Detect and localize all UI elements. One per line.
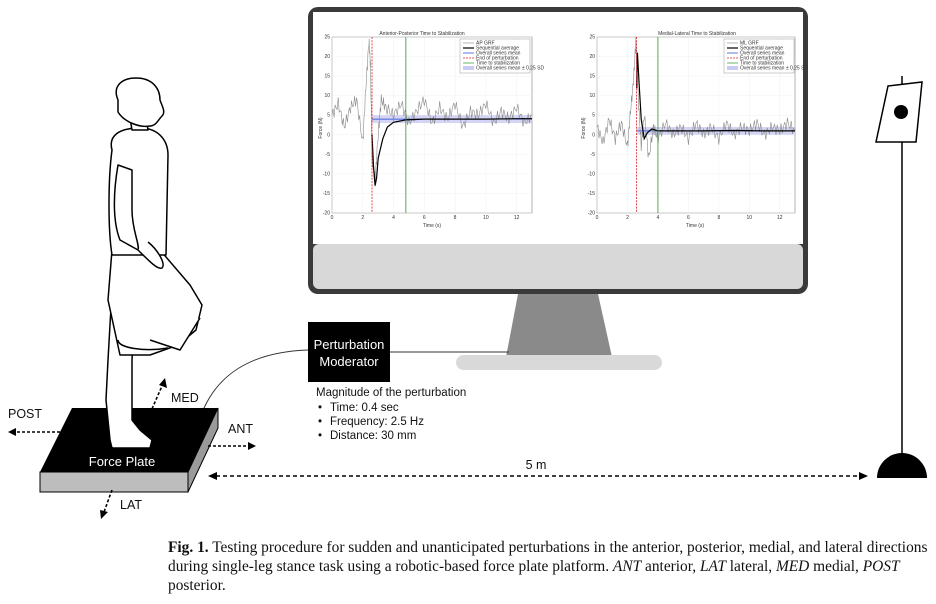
ml-chart: [581, 31, 808, 229]
caption-med-abbr: MED: [775, 558, 810, 575]
caption-ant-text: anterior,: [645, 558, 697, 575]
lat-label: LAT: [120, 498, 142, 512]
ml-ytick-label: 10: [589, 93, 595, 100]
perturbation-magnitude-title: Magnitude of the perturbation: [316, 387, 467, 399]
ml-ytick-label: 25: [589, 34, 595, 41]
caption-ant-abbr: ANT: [612, 558, 642, 575]
ml-xtick-label: 12: [776, 215, 783, 221]
visual-target-stand: [876, 76, 927, 478]
caption-lat-text: lateral,: [729, 558, 773, 575]
ap-ytick-label: 25: [324, 34, 330, 41]
ap-ytick-label: 10: [324, 93, 330, 100]
perturbation-magnitude-list: [316, 401, 536, 443]
moderator-label-line1: Perturbation: [313, 337, 385, 352]
distance-arrow: [208, 472, 868, 480]
moderator-label-line2: Moderator: [319, 354, 379, 369]
ml-chart-ylabel: Force (N): [581, 117, 587, 139]
ap-ytick-label: -10: [322, 171, 330, 178]
ap-xtick-label: 12: [513, 215, 520, 221]
ap-xtick-label: 0: [330, 215, 334, 221]
ap-xtick-label: 10: [483, 215, 489, 221]
ap-legend-item-4: Time to stabilization: [476, 60, 520, 67]
monitor-chin: [313, 244, 803, 289]
lat-arrow: [104, 490, 112, 512]
caption-text: Testing procedure for sudden and unanticipated perturbations in the anterior, posterior, medial, and lateral directions during single-leg stance task using a robotic-based force plate platform.: [168, 539, 928, 575]
ml-legend-item-3: End of perturbation: [740, 55, 783, 62]
ml-xtick-label: 0: [595, 215, 599, 221]
force-plate-label: Force Plate: [88, 454, 156, 469]
ap-legend-item-3: End of perturbation: [476, 55, 519, 62]
ap-xtick-label: 8: [453, 215, 457, 221]
ml-legend-item-2: Overall series mean: [740, 50, 785, 57]
ml-legend-item-0: ML GRF: [740, 40, 759, 47]
target-base: [877, 453, 927, 478]
plate-cable: [200, 350, 308, 418]
ap-chart-xlabel: Time (s): [422, 223, 442, 229]
ml-legend-item-4: Time to stabilization: [740, 60, 784, 67]
ml-ytick-label: 0: [592, 132, 595, 139]
ap-legend-item-0: AP GRF: [476, 40, 495, 47]
perturbation-distance: • Distance: 30 mm: [330, 429, 536, 443]
perturbation-magnitude: [316, 386, 536, 443]
ap-ytick-label: 15: [324, 73, 330, 80]
ap-legend-item-1: Sequential average: [476, 45, 520, 52]
ml-xtick-label: 6: [686, 215, 690, 221]
ml-chart-title: Medial-Lateral Time to Stabilization: [658, 31, 736, 37]
monitor-base: [456, 355, 662, 370]
ml-xtick-label: 10: [746, 215, 753, 221]
ml-ytick-label: -15: [587, 190, 595, 197]
ml-ytick-label: -20: [587, 210, 595, 217]
caption-med-text: medial,: [813, 558, 859, 575]
post-label: POST: [8, 407, 43, 421]
ml-legend-item-5: Overall series mean ± 0.25 SD: [740, 65, 809, 72]
caption-post-abbr: POST: [862, 558, 900, 575]
ap-chart-ylabel: Force (N): [318, 117, 324, 139]
monitor-stand: [506, 294, 612, 357]
ml-chart-xlabel: Time (s): [685, 223, 705, 229]
ap-ytick-label: -20: [322, 210, 330, 217]
ap-ytick-label: -15: [322, 190, 330, 197]
ml-xtick-label: 8: [717, 215, 721, 221]
ap-legend-item-2: Overall series mean: [476, 50, 521, 57]
ap-xtick-label: 6: [422, 215, 426, 221]
ap-chart-title: Anterior-Posterior Time to Stabilization: [379, 31, 465, 37]
ant-label: ANT: [228, 422, 253, 436]
ml-legend-item-1: Sequential average: [740, 45, 784, 52]
perturbation-moderator: [308, 322, 390, 382]
target-dot: [894, 105, 908, 119]
ap-ytick-label: 20: [324, 54, 330, 61]
ap-chart: [318, 31, 544, 229]
med-label: MED: [171, 391, 199, 405]
ap-ytick-label: 0: [327, 132, 330, 139]
perturbation-time: • Time: 0.4 sec: [330, 401, 536, 415]
ap-xtick-label: 2: [361, 215, 365, 221]
ml-ytick-label: -10: [587, 171, 595, 178]
ml-ytick-label: 20: [589, 54, 595, 61]
figure-caption: [168, 538, 928, 595]
ml-xtick-label: 2: [626, 215, 629, 221]
caption-lat-abbr: LAT: [699, 558, 726, 575]
caption-post-text: posterior.: [168, 577, 226, 594]
ap-legend-item-5: Overall series mean ± 0.25 SD: [476, 65, 545, 72]
ml-ytick-label: 15: [589, 73, 595, 80]
perturbation-frequency: • Frequency: 2.5 Hz: [330, 415, 536, 429]
distance-label: 5 m: [525, 458, 547, 472]
ml-ytick-label: 5: [592, 112, 595, 119]
ml-xtick-label: 4: [656, 215, 660, 221]
ap-ytick-label: -5: [325, 151, 330, 158]
ap-xtick-label: 4: [392, 215, 395, 221]
ap-ytick-label: 5: [327, 112, 330, 119]
caption-fig-label: Fig. 1.: [168, 539, 209, 556]
ml-ytick-label: -5: [590, 151, 595, 158]
